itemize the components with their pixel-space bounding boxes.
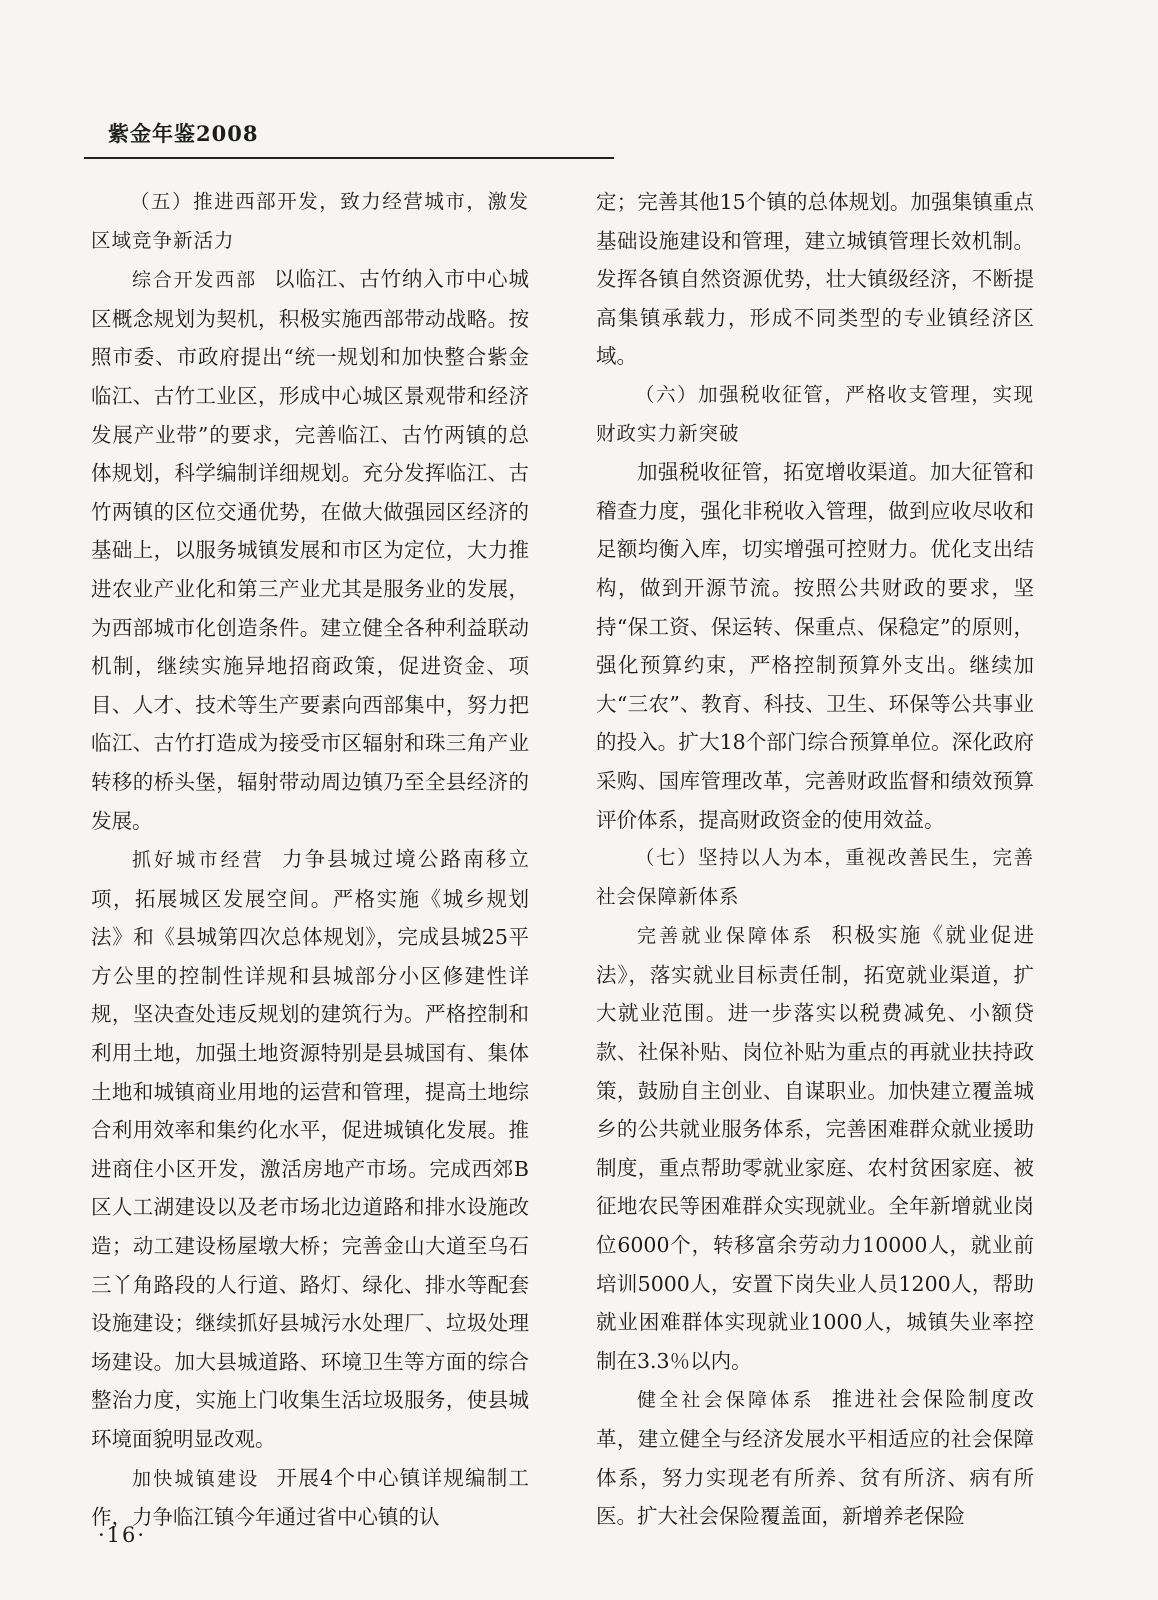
left-column [91,183,529,1537]
paragraph-text: 积极实施《就业促进法》，落实就业目标责任制，拓宽就业渠道，扩大就业范围。进一步落实以税费减免、小额贷款、社保补贴、岗位补贴为重点的再就业扶持政策，鼓励自主创业、自谋职业。加快建立覆盖城乡的公共就业服务体系，完善困难群众就业援助制度，重点帮助零就业家庭、农村贫困家庭、被征地农民等困难群众实现就业。全年新增就业岗位6000个，转移富余劳动力10000人，就业前培训5000人，安置下岗失业人员1200人，帮助就业困难群体实现就业1000人，城镇失业率控制在3.3％以内。 [596,923,1034,1373]
paragraph-town-construction [91,1459,529,1537]
section-heading-7: （七）坚持以人为本，重视改善民生，完善社会保障新体系 [596,846,1034,908]
paragraph-town-construction-continued: 定；完善其他15个镇的总体规划。加强集镇重点基础设施建设和管理，建立城镇管理长效机制。发挥各镇自然资源优势，壮大镇级经济，不断提高集镇承载力，形成不同类型的专业镇经济区域。 [596,190,1034,369]
paragraph-text: 推进社会保险制度改革，建立健全与经济发展水平相适应的社会保障体系，努力实现老有所养、贫有所济、病有所医。扩大社会保险覆盖面，新增养老保险 [596,1387,1034,1529]
page-number: ·16· [98,1523,147,1547]
running-title: 紫金年鉴2008 [108,121,259,146]
right-column [596,183,1034,1536]
paragraph-west-development [91,260,529,840]
paragraph-lead: 抓好城市经营 [132,849,265,872]
paragraph-lead: 加快城镇建设 [132,1467,260,1490]
paragraph-social-security [596,1380,1034,1535]
paragraph-text: 以临江、古竹纳入市中心城区概念规划为契机，积极实施西部带动战略。按照市委、市政府提出“统一规划和加快整合紫金临江、古竹工业区，形成中心城区景观带和经济发展产业带”的要求，完善临江、古竹两镇的总体规划，科学编制详细规划。充分发挥临江、古竹两镇的区位交通优势，在做大做强园区经济的基础上，以服务城镇发展和市区为定位，大力推进农业产业化和第三产业尤其是服务业的发展，为西部城市化创造条件。建立健全各种利益联动机制，继续实施异地招商政策，促进资金、项目、人才、技术等生产要素向西部集中，努力把临江、古竹打造成为接受市区辐射和珠三角产业转移的桥头堡，辐射带动周边镇乃至全县经济的发展。 [91,267,529,833]
paragraph-city-management [91,840,529,1459]
section-heading-6: （六）加强税收征管，严格收支管理，实现财政实力新突破 [596,382,1034,445]
paragraph-lead: 健全社会保障体系 [637,1389,815,1412]
paragraph-employment-security [596,916,1034,1380]
paragraph-tax-collection: 加强税收征管，拓宽增收渠道。加大征管和稽查力度，强化非税收入管理，做到应收尽收和足额均衡入库，切实增强可控财力。优化支出结构，做到开源节流。按照公共财政的要求，坚持“保工资、保运转、保重点、保稳定”的原则，强化预算约束，严格控制预算外支出。继续加大“三农”、教育、科技、卫生、环保等公共事业的投入。扩大18个部门综合预算单位。深化政府采购、国库管理改革，完善财政监督和绩效预算评价体系，提高财政资金的使用效益。 [596,460,1034,832]
paragraph-text: 开展4个中心镇详规编制工作，力争临江镇今年通过省中心镇的认 [91,1465,529,1530]
paragraph-lead: 综合开发西部 [132,269,257,292]
paragraph-lead: 完善就业保障体系 [637,925,815,948]
header-rule [84,157,614,159]
paragraph-text: 力争县城过境公路南移立项，拓展城区发展空间。严格实施《城乡规划法》和《县城第四次总体规划》，完成县城25平方公里的控制性详规和县城部分小区修建性详规，坚决查处违反规划的建筑行为。严格控制和利用土地，加强土地资源特别是县城国有、集体土地和城镇商业用地的运营和管理，提高土地综合利用效率和集约化水平，促进城镇化发展。推进商住小区开发，激活房地产市场。完成西郊B区人工湖建设以及老市场北边道路和排水设施改造；动工建设杨屋墩大桥；完善金山大道至乌石三丫角路段的人行道、路灯、绿化、排水等配套设施建设；继续抓好县城污水处理厂、垃圾处理场建设。加大县城道路、环境卫生等方面的综合整治力度，实施上门收集生活垃圾服务，使县城环境面貌明显改观。 [91,847,529,1451]
section-heading-5: （五）推进西部开发，致力经营城市，激发区域竞争新活力 [91,190,529,252]
